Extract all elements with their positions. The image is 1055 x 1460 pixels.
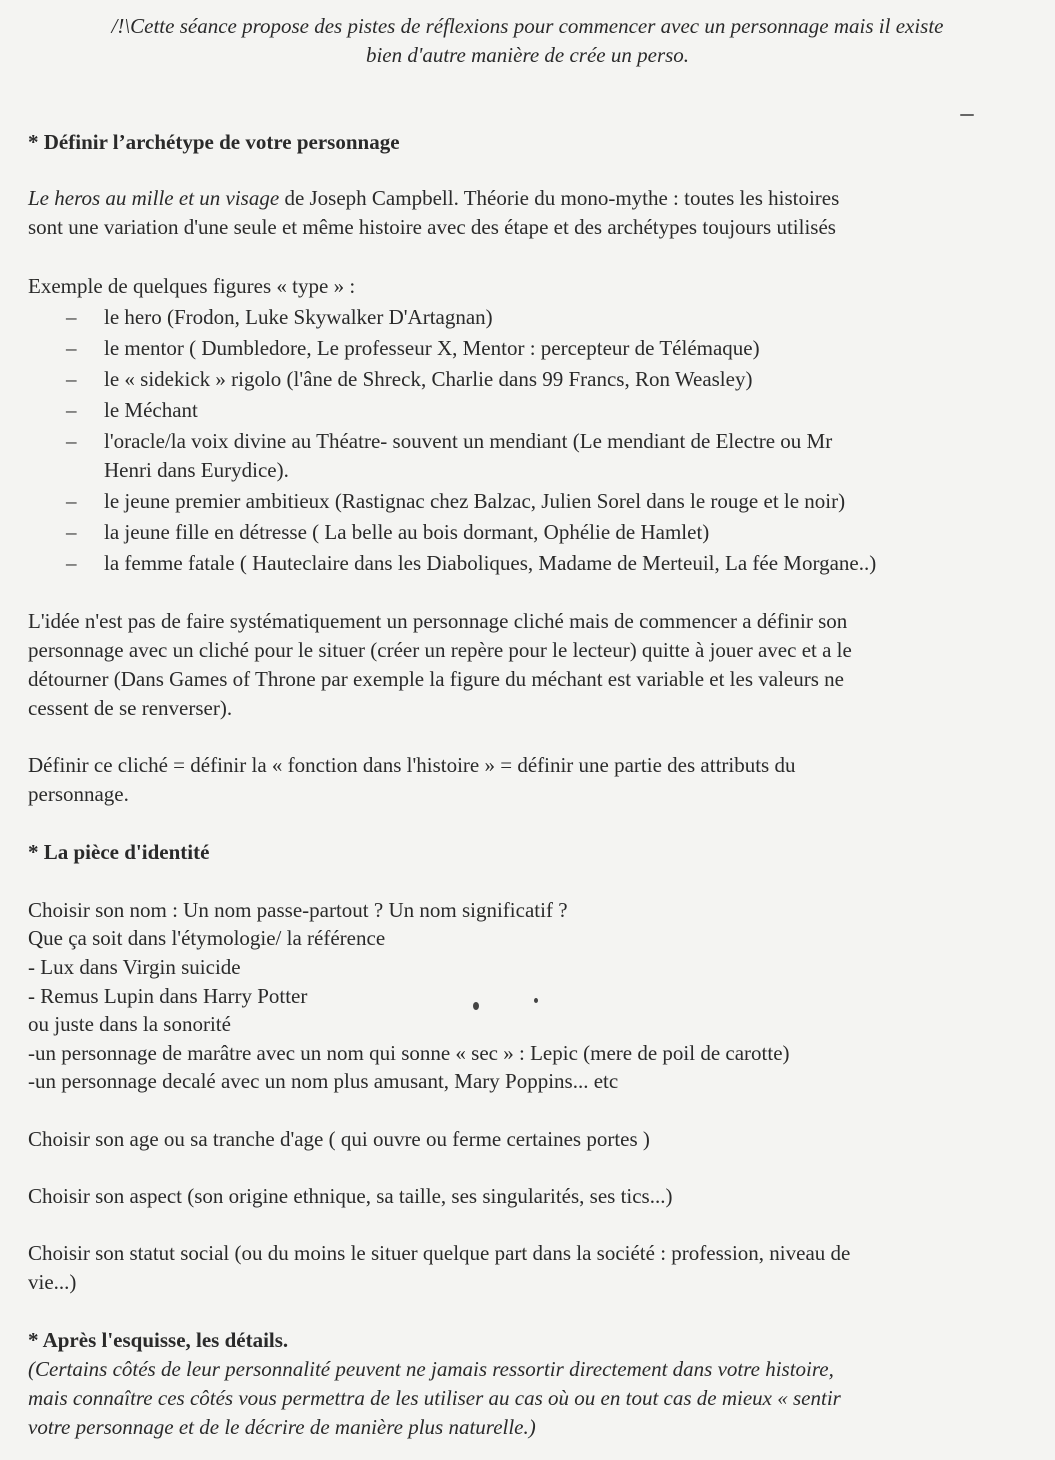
details-line-2: mais connaître ces côtés vous permettra de les utiliser au cas où ou en tout cas de mieux « sentir [28, 1386, 841, 1410]
name-line-2: Que ça soit dans l'étymologie/ la référence [28, 926, 386, 950]
list-bullet: – [66, 367, 77, 391]
list-bullet: – [66, 520, 77, 544]
list-bullet: – [66, 305, 77, 329]
idea-line-4: cessent de se renverser). [28, 696, 233, 720]
list-item-continuation: Henri dans Eurydice). [104, 458, 289, 482]
section-heading-identity: * La pièce d'identité [28, 840, 210, 864]
intro-line-1: /!\Cette séance propose des pistes de réflexions pour commencer avec un personnage mais il existe [111, 14, 944, 38]
list-bullet: – [66, 429, 77, 453]
examples-intro: Exemple de quelques figures « type » : [28, 274, 356, 298]
list-item: l'oracle/la voix divine au Théatre- souvent un mendiant (Le mendiant de Electre ou Mr [104, 429, 833, 453]
idea-line-1: L'idée n'est pas de faire systématiquement un personnage cliché mais de commencer a définir son [28, 609, 848, 633]
name-line-4: - Remus Lupin dans Harry Potter [28, 984, 308, 1008]
details-line-1: (Certains côtés de leur personnalité peuvent ne jamais ressortir directement dans votre histoire, [28, 1357, 834, 1381]
list-bullet: – [66, 336, 77, 360]
name-line-1: Choisir son nom : Un nom passe-partout ? Un nom significatif ? [28, 898, 568, 922]
idea-line-3: détourner (Dans Games of Throne par exemple la figure du méchant est variable et les valeurs ne [28, 667, 844, 691]
details-line-3: votre personnage et de le décrire de manière plus naturelle.) [28, 1415, 536, 1439]
list-item: le Méchant [104, 398, 198, 422]
list-item: la jeune fille en détresse ( La belle au bois dormant, Ophélie de Hamlet) [104, 520, 710, 544]
book-title: Le heros au mille et un visage [28, 186, 280, 210]
section-heading-details: * Après l'esquisse, les détails. [28, 1328, 289, 1352]
section-heading-archetype: * Définir l’archétype de votre personnage [28, 130, 400, 154]
name-line-6: -un personnage de marâtre avec un nom qui sonne « sec » : Lepic (mere de poil de carotte) [28, 1041, 790, 1065]
campbell-paragraph [28, 184, 839, 213]
scan-speck [534, 998, 538, 1003]
idea-line-2: personnage avec un cliché pour le situer (créer un repère pour le lecteur) quitte à jouer avec et a le [28, 638, 852, 662]
list-bullet: – [66, 398, 77, 422]
name-line-5: ou juste dans la sonorité [28, 1012, 231, 1036]
define-line-1: Définir ce cliché = définir la « fonction dans l'histoire » = définir une partie des attributs du [28, 753, 796, 777]
list-bullet: – [66, 551, 77, 575]
list-item: le hero (Frodon, Luke Skywalker D'Artagnan) [104, 305, 493, 329]
age-line: Choisir son age ou sa tranche d'age ( qui ouvre ou ferme certaines portes ) [28, 1127, 650, 1151]
status-line-2: vie...) [28, 1270, 77, 1294]
aspect-line: Choisir son aspect (son origine ethnique, sa taille, ses singularités, ses tics...) [28, 1184, 673, 1208]
list-item: la femme fatale ( Hauteclaire dans les Diaboliques, Madame de Merteuil, La fée Morgane..) [104, 551, 877, 575]
list-item: le « sidekick » rigolo (l'âne de Shreck, Charlie dans 99 Francs, Ron Weasley) [104, 367, 753, 391]
name-line-7: -un personnage decalé avec un nom plus amusant, Mary Poppins... etc [28, 1069, 619, 1093]
list-item: le jeune premier ambitieux (Rastignac chez Balzac, Julien Sorel dans le rouge et le noir) [104, 489, 846, 513]
list-item: le mentor ( Dumbledore, Le professeur X, Mentor : percepteur de Télémaque) [104, 336, 760, 360]
status-line-1: Choisir son statut social (ou du moins le situer quelque part dans la société : profession, niveau de [28, 1241, 851, 1265]
intro-line-2: bien d'autre manière de crée un perso. [365, 43, 690, 67]
scan-speck [473, 1002, 479, 1010]
scan-speck [960, 114, 974, 116]
list-bullet: – [66, 489, 77, 513]
define-line-2: personnage. [28, 782, 129, 806]
campbell-paragraph-line-2: sont une variation d'une seule et même histoire avec des étape et des archétypes toujours utilisés [28, 215, 836, 239]
campbell-text: de Joseph Campbell. Théorie du mono-mythe : toutes les histoires [279, 186, 840, 210]
name-line-3: - Lux dans Virgin suicide [28, 955, 241, 979]
